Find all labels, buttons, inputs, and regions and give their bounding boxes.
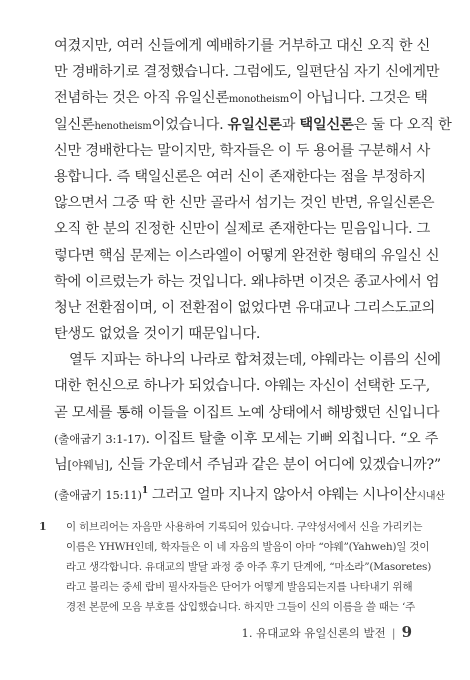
scripture-reference: (출애굽기 15:11)	[54, 488, 142, 503]
chapter-title: 1. 유대교와 유일신론의 발전	[241, 626, 386, 640]
footnote-marker: 1	[141, 486, 148, 497]
footnote-line: 경전 본문에 모음 부호를 삽입했습니다. 하지만 그들이 신의 이름을 쓸 때는 ‘주	[66, 601, 416, 613]
text-line	[54, 112, 452, 138]
text-span: . 이집트 탈출 이후 모세는 기뻐 외칩니다. “오 주	[145, 430, 439, 447]
text-span: 이 아닙니다. 그것은 택	[289, 90, 428, 107]
text-line: 곧 모세를 통해 이들을 이집트 노예 상태에서 해방했던 신입니다	[54, 404, 440, 421]
text-line: 열두 지파는 하나의 나라로 합쳐졌는데, 야웨라는 이름의 신에	[69, 352, 441, 369]
footer-separator: |	[391, 626, 396, 640]
text-span: 전념하는 것은 아직 유일신론	[54, 90, 229, 107]
footnote-line: 라고 불리는 중세 랍비 필사자들은 단어가 어떻게 발음되는지를 나타내기 위해	[66, 581, 413, 593]
text-line: 신만 경배한다는 말이지만, 학자들은 이 두 용어를 구분해서 사	[54, 142, 430, 159]
text-span: 은 둘 다 오직 한	[353, 116, 452, 133]
footnote-line: 이 히브리어는 자음만 사용하여 기록되어 있습니다. 구약성서에서 신을 가리키는	[66, 521, 423, 533]
text-line: 탄생도 없었을 것이기 때문입니다.	[54, 326, 261, 343]
text-line: 만 경배하기로 결정했습니다. 그럼에도, 일편단심 자기 신에게만	[54, 64, 440, 81]
text-line	[54, 478, 445, 504]
running-footer	[242, 623, 412, 641]
text-line: 대한 헌신으로 하나가 되었습니다. 야웨는 자신이 선택한 도구,	[54, 378, 430, 395]
footnote-number: 1	[39, 520, 47, 533]
text-line: 않으면서 그중 딱 한 신만 골라서 섬기는 것인 반면, 유일신론은	[54, 195, 435, 212]
footnote	[54, 517, 434, 617]
text-line: 학에 이르렀는가 하는 것입니다. 왜냐하면 이것은 종교사에서 엄	[54, 273, 440, 290]
term-gloss: henotheism	[94, 120, 152, 132]
text-span: 그러고 얼마 지나지 않아서 야웨는 시나이산	[147, 487, 417, 504]
paragraph-1	[54, 33, 452, 347]
text-line: 오직 한 분의 진정한 신만이 실제로 존재한다는 믿음입니다. 그	[54, 221, 430, 238]
footnote-line: 이름은 YHWH인데, 학자들은 이 네 자음의 발음이 아마 “야웨”(Yahweh)일 것이	[66, 541, 430, 553]
text-span: 일신론	[54, 116, 95, 133]
text-line: 용합니다. 즉 택일신론은 여러 신이 존재한다는 점을 부정하지	[54, 168, 426, 185]
text-span: 과	[281, 116, 300, 133]
term-gloss: monotheism	[228, 94, 290, 106]
term-gloss: 시내산	[416, 491, 445, 503]
text-line: 여겼지만, 여러 신들에게 예배하기를 거부하고 대신 오직 한 신	[54, 38, 430, 54]
main-body-text	[54, 33, 452, 504]
text-span: 님	[54, 457, 68, 473]
text-line	[54, 85, 430, 111]
text-line: 렇다면 핵심 문제는 이스라엘이 어떻게 완전한 형태의 유일신 신	[54, 247, 440, 264]
paragraph-2	[54, 347, 445, 504]
text-line: 청난 전환점이며, 이 전환점이 없었다면 유대교나 그리스도교의	[54, 299, 435, 316]
page-number: 9	[401, 623, 412, 641]
bracket-gloss: [야웨님]	[67, 458, 109, 472]
text-span: , 신들 가운데서 주님과 같은 분이 어디에 있겠습니까?”	[108, 457, 441, 473]
bold-term: 택일신론	[299, 116, 354, 133]
text-line	[54, 452, 441, 478]
footnote-line: 라고 생각합니다. 유대교의 발달 과정 중 아주 후기 단계에, “마소라”(Masoretes)	[66, 561, 432, 573]
text-line	[54, 426, 439, 452]
scripture-reference: (출애굽기 3:1-17)	[54, 431, 146, 446]
bold-term: 유일신론	[227, 116, 282, 133]
text-span: 이었습니다.	[151, 116, 228, 133]
